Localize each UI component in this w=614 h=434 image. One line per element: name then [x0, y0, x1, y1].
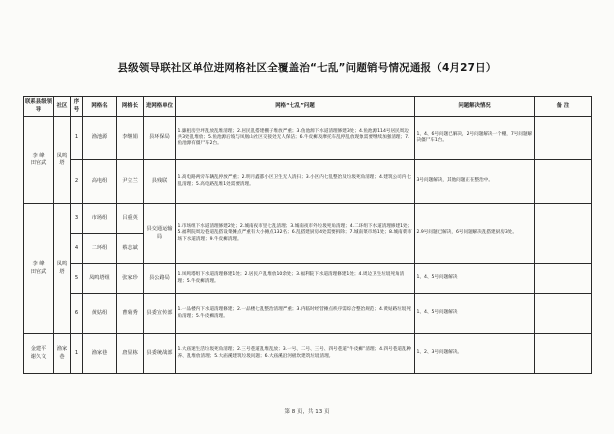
unit: 县委宣传部 [144, 294, 176, 334]
header-issues: 网格“七乱”问题 [176, 97, 415, 117]
table-row [24, 160, 592, 204]
row-no: 3 [71, 204, 83, 234]
table-row [24, 204, 592, 234]
issues: 1.廉租房空坪乱放乱堆清理；2.居民乱搭建棚子堆放严重；3.鱼池源下水道清理修建3处；4.鱼池源114号居民周边共3处乱堆放；5.鱼池源后坡与凤凰山社区交接处无人保洁；6.牛皮癣及摩托车乱停乱放现象需要继续加强清理；7.鱼池源有僵尸车2台。 [176, 117, 415, 160]
remark [535, 117, 592, 160]
header-remark: 备 注 [535, 97, 592, 117]
issues: 1.市场组下水道清理修建2处；2.城南夜市里七乱清理；3.城南夜市外垃圾死角清理；4.二环组下水道清理修建1处；5.福利院周边巷道乱搭设菜摊点严重有大小摊点132名；6.乱搭建厨房4处需要拆除；7.城南菜市场1处；8.城南菜市场下水道清理；9.牛皮癣清理。 [176, 204, 415, 264]
grid-head: 张家珍 [117, 264, 144, 294]
grid-head: 蔡志斌 [117, 234, 144, 264]
row-no: 6 [71, 294, 83, 334]
grid-head: 吕重英 [117, 204, 144, 234]
unit: 县委统战部 [144, 334, 176, 374]
resolution: 1、4、6号问题已解决，2号问题解决一个棚，7号问题解决僵尸车1台。 [415, 117, 535, 160]
leader-cell: 李 峰 田官武 [24, 204, 54, 334]
issues: 1.大庙迷生活垃圾死角清理；2.三号巷道乱堆乱放；3.一号、二号、三号、四号巷道“牛皮癣”清理；4.四号巷道乱种养、乱堆放清理；5.大庙溪建筑垃圾问题；6.大庙溪沿河板坎建筑垃圾清理。 [176, 334, 415, 374]
resolution: 2.9号问题已解决，6号问题解决乱搭建厨房3处。 [415, 204, 535, 264]
grid-name: 高电组 [83, 160, 117, 204]
remark [535, 334, 592, 374]
header-community: 社区 [54, 97, 71, 117]
row-no: 2 [71, 160, 83, 204]
header-row [24, 97, 592, 117]
grid-head: 曹菊秀 [117, 294, 144, 334]
table-row [24, 334, 592, 374]
table-row [24, 117, 592, 160]
header-no: 序号 [71, 97, 83, 117]
row-no: 1 [71, 117, 83, 160]
remark [535, 264, 592, 294]
resolution: 3号问题解决，其他问题正在整治中。 [415, 160, 535, 204]
issues: 1.凤鸣塔组下水道清理修建1处；2.居民户乱堆放10余处；3.福利院下水道清理修建1处；4.周边卫生垃圾死角清理；5.牛皮癣清理。 [176, 264, 415, 294]
grid-head: 李继娟 [117, 117, 144, 160]
grid-name: 凤鸣塔组 [83, 264, 117, 294]
unit: 县交通运输局 [144, 204, 176, 264]
header-grid-name: 网格名 [83, 97, 117, 117]
leader-cell: 李 峰 田官武 [24, 117, 54, 204]
resolution: 1、4、5号问题解决 [415, 264, 535, 294]
table-row [24, 294, 592, 334]
grid-name: 黄姑组 [83, 294, 117, 334]
unit: 县环保局 [144, 117, 176, 160]
table-row [24, 264, 592, 294]
header-unit: 进网格单位 [144, 97, 176, 117]
community-cell: 渔家巷 [54, 334, 71, 374]
page-footer: 第 8 页，共 13 页 [284, 409, 330, 415]
issues: 1.高电路两旁车辆乱停放严重；2.明月鑫都小区卫生无人清扫；3.小区内七乱整治及垃圾死角清理；4.建筑公司内七乱清理；5.高电路乱堆1处需要清理。 [176, 160, 415, 204]
community-cell: 凤鸣塔 [54, 204, 71, 334]
unit: 县公路局 [144, 264, 176, 294]
report-table [23, 96, 592, 374]
grid-name: 二环组 [83, 234, 117, 264]
row-no: 5 [71, 264, 83, 294]
remark [535, 204, 592, 264]
header-leader: 联系县级领导 [24, 97, 54, 117]
row-no: 4 [71, 234, 83, 264]
remark [535, 160, 592, 204]
unit: 县残联 [144, 160, 176, 204]
grid-name: 渔池源 [83, 117, 117, 160]
resolution: 1、4、5号问题解决 [415, 294, 535, 334]
report-title: 县级领导联社区单位进网格社区全覆盖治“七乱”问题销号情况通报（4月27日） [117, 62, 497, 74]
header-grid-head: 网格长 [117, 97, 144, 117]
grid-head: 尹立兰 [117, 160, 144, 204]
grid-head: 唐显栋 [117, 334, 144, 374]
resolution: 1、2、3号问题解决。 [415, 334, 535, 374]
grid-name: 市场组 [83, 204, 117, 234]
community-cell: 凤鸣塔 [54, 117, 71, 204]
header-resolution: 问题解决情况 [415, 97, 535, 117]
grid-name: 渔家巷 [83, 334, 117, 374]
row-no: 1 [71, 334, 83, 374]
issues: 1.一品楼内下水道清理修建；2.一品楼七乱整治清理严重；3.内临时经营摊点秩序需综合整治规范；4.黄姑路垃圾死角清理；5.牛皮癣清理。 [176, 294, 415, 334]
leader-cell: 金建平 谢久文 [24, 334, 54, 374]
remark [535, 294, 592, 334]
